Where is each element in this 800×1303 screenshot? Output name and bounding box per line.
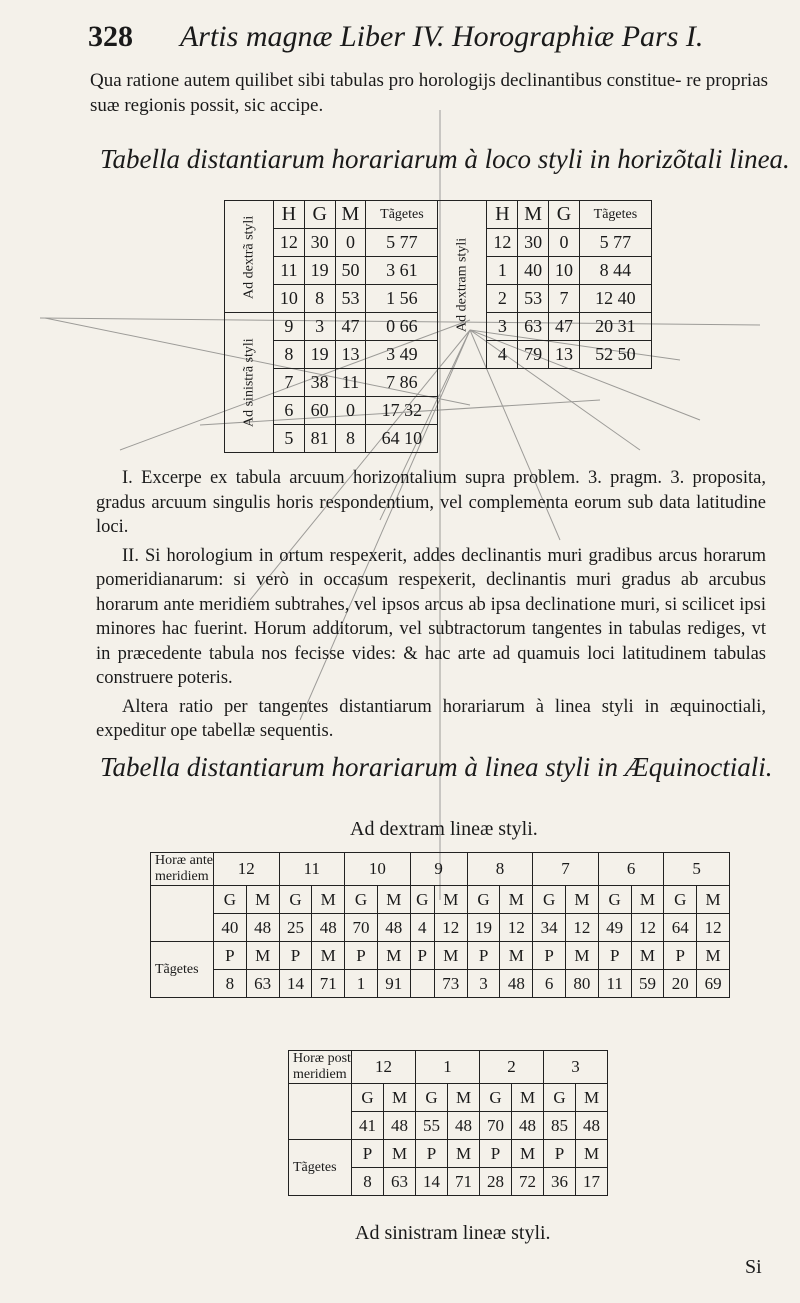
row-label-tangents: Tãgetes xyxy=(289,1140,352,1196)
row-label-tangents: Tãgetes xyxy=(151,942,214,998)
catchword: Si xyxy=(745,1256,762,1278)
row-label-hours: Horæ post meridiem xyxy=(289,1051,352,1084)
col-header: M xyxy=(518,201,549,229)
table-row: Tãgetes P M P M P M P M xyxy=(289,1140,608,1168)
table2-subtitle: Ad dextram lineæ styli. xyxy=(350,818,538,840)
running-title: Artis magnæ Liber IV. Horographiæ Pars I. xyxy=(179,20,704,53)
col-header: H xyxy=(487,201,518,229)
table-row: 8 63 14 71 28 72 36 17 xyxy=(289,1168,608,1196)
row-label-hours: Horæ ante meridiem xyxy=(151,853,214,886)
paragraph-1: I. Excerpe ex tabula arcuum horizontalium supra problem. 3. pragm. 3. proposita, gradus arcuum singulis horis respondentium, vel complementa eorum sub data latitudine loci. xyxy=(96,468,766,537)
body-text xyxy=(96,466,766,748)
paragraph-3: Altera ratio per tangentes distantiarum horariarum à linea styli in æquinoctiali, expeditur ope tabellæ sequentis. xyxy=(96,696,766,741)
table1-title: Tabella distantiarum horariarum à loco styli in horizõtali linea. xyxy=(100,144,790,174)
side-label-right: Ad dextram styli xyxy=(438,201,487,369)
table-row: 41 48 55 48 70 48 85 48 xyxy=(289,1112,608,1140)
table-row: 5 81 8 64 10 xyxy=(225,425,652,453)
table-row: Horæ post meridiem 12 1 2 3 xyxy=(289,1051,608,1084)
table-row: 8 19 13 3 49 4 79 13 52 50 xyxy=(225,341,652,369)
table-row: 11 19 50 3 61 1 40 10 8 44 xyxy=(225,257,652,285)
equinoctial-table-afternoon xyxy=(288,1050,608,1196)
table3-subtitle: Ad sinistram lineæ styli. xyxy=(355,1222,551,1244)
table-row: 10 8 53 1 56 2 53 7 12 40 xyxy=(225,285,652,313)
table-row: G M G M G M G M G M G M G M G M xyxy=(151,886,730,914)
table-row: Ad sinistrã styli 9 3 47 0 66 3 63 47 20 31 xyxy=(225,313,652,341)
col-header: G xyxy=(549,201,580,229)
table-row: Horæ ante meridiem 12 11 10 9 8 7 6 5 xyxy=(151,853,730,886)
col-header: Tãgetes xyxy=(579,201,651,229)
intro-sentence: Qua ratione autem quilibet sibi tabulas pro horologijs declinantibus constitue- re proprias suæ regionis possit, sic accipe. xyxy=(90,70,769,116)
table-row: 6 60 0 17 32 xyxy=(225,397,652,425)
side-label-dextra: Ad dextrã styli xyxy=(225,201,274,313)
col-header: H xyxy=(274,201,305,229)
side-label-sinistra: Ad sinistrã styli xyxy=(225,313,274,453)
paragraph-2: II. Si horologium in ortum respexerit, addes declinantis muri gradibus arcus horarum pomeridianarum: si verò in occasum respexerit, declinantis muri gradus ab arcubus horarum ante meridiem subtrahes, vel ipsos arcus ab ipsa declinatione muri, si scilicet ipsi minores hac fuerint. Horum additorum, vel subtractorum tangentes in tabulas rediges, vt in præcedente tabula nos fecisse vides: & hac arte ad quamuis loci latitudinem tabulas construere poteris. xyxy=(96,545,766,688)
page-number: 328 xyxy=(88,20,133,53)
table-row: Tãgetes P M P M P M P M P M P M P M P M xyxy=(151,942,730,970)
col-header: Tãgetes xyxy=(366,201,438,229)
running-header xyxy=(88,20,788,54)
table-row: 12 30 0 5 77 12 30 0 5 77 xyxy=(225,229,652,257)
horizontal-distance-table xyxy=(224,200,652,453)
equinoctial-table-morning xyxy=(150,852,730,998)
table2-title: Tabella distantiarum horariarum à linea styli in Æquinoctiali. xyxy=(100,752,773,782)
table-row: 40 48 25 48 70 48 4 12 19 12 34 12 49 12 64 12 xyxy=(151,914,730,942)
table-row: 8 63 14 71 1 91 73 3 48 6 80 11 59 20 69 xyxy=(151,970,730,998)
col-header: M xyxy=(335,201,366,229)
table-row: 7 38 11 7 86 xyxy=(225,369,652,397)
table-row: G M G M G M G M xyxy=(289,1084,608,1112)
col-header: G xyxy=(304,201,335,229)
